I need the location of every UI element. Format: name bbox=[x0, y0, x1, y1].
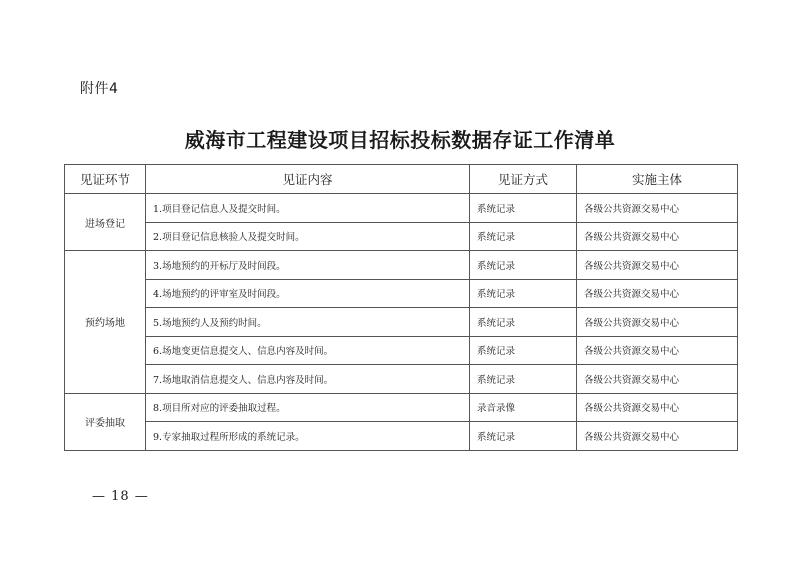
subject-cell: 各级公共资源交易中心 bbox=[577, 279, 738, 308]
subject-cell: 各级公共资源交易中心 bbox=[577, 393, 738, 422]
subject-cell: 各级公共资源交易中心 bbox=[577, 308, 738, 337]
header-stage: 见证环节 bbox=[65, 165, 146, 194]
method-cell: 系统记录 bbox=[470, 194, 577, 223]
subject-cell: 各级公共资源交易中心 bbox=[577, 422, 738, 451]
page-number: — 18 — bbox=[92, 489, 149, 504]
method-cell: 系统记录 bbox=[470, 365, 577, 394]
content-cell: 3.场地预约的开标厅及时间段。 bbox=[146, 251, 470, 280]
table-row bbox=[65, 336, 738, 365]
content-cell: 5.场地预约人及预约时间。 bbox=[146, 308, 470, 337]
content-cell: 6.场地变更信息提交人、信息内容及时间。 bbox=[146, 336, 470, 365]
method-cell: 系统记录 bbox=[470, 251, 577, 280]
table-row bbox=[65, 251, 738, 280]
evidence-checklist-table bbox=[64, 164, 738, 451]
subject-cell: 各级公共资源交易中心 bbox=[577, 194, 738, 223]
subject-cell: 各级公共资源交易中心 bbox=[577, 336, 738, 365]
method-cell: 系统记录 bbox=[470, 336, 577, 365]
table-row bbox=[65, 279, 738, 308]
content-cell: 4.场地预约的评审室及时间段。 bbox=[146, 279, 470, 308]
method-cell: 系统记录 bbox=[470, 308, 577, 337]
method-cell: 录音录像 bbox=[470, 393, 577, 422]
content-cell: 8.项目所对应的评委抽取过程。 bbox=[146, 393, 470, 422]
subject-cell: 各级公共资源交易中心 bbox=[577, 251, 738, 280]
header-method: 见证方式 bbox=[470, 165, 577, 194]
subject-cell: 各级公共资源交易中心 bbox=[577, 222, 738, 251]
stage-cell: 预约场地 bbox=[65, 251, 146, 394]
table-row bbox=[65, 308, 738, 337]
subject-cell: 各级公共资源交易中心 bbox=[577, 365, 738, 394]
header-content: 见证内容 bbox=[146, 165, 470, 194]
attachment-label: 附件4 bbox=[80, 81, 119, 97]
table-row bbox=[65, 365, 738, 394]
document-title: 威海市工程建设项目招标投标数据存证工作清单 bbox=[184, 128, 616, 152]
content-cell: 7.场地取消信息提交人、信息内容及时间。 bbox=[146, 365, 470, 394]
content-cell: 1.项目登记信息人及提交时间。 bbox=[146, 194, 470, 223]
content-cell: 2.项目登记信息核验人及提交时间。 bbox=[146, 222, 470, 251]
method-cell: 系统记录 bbox=[470, 422, 577, 451]
content-cell: 9.专家抽取过程所形成的系统记录。 bbox=[146, 422, 470, 451]
table-row bbox=[65, 222, 738, 251]
stage-cell: 进场登记 bbox=[65, 194, 146, 251]
method-cell: 系统记录 bbox=[470, 279, 577, 308]
method-cell: 系统记录 bbox=[470, 222, 577, 251]
table-row bbox=[65, 422, 738, 451]
table-row bbox=[65, 194, 738, 223]
header-subject: 实施主体 bbox=[577, 165, 738, 194]
stage-cell: 评委抽取 bbox=[65, 393, 146, 450]
table-row bbox=[65, 393, 738, 422]
table-header-row bbox=[65, 165, 738, 194]
